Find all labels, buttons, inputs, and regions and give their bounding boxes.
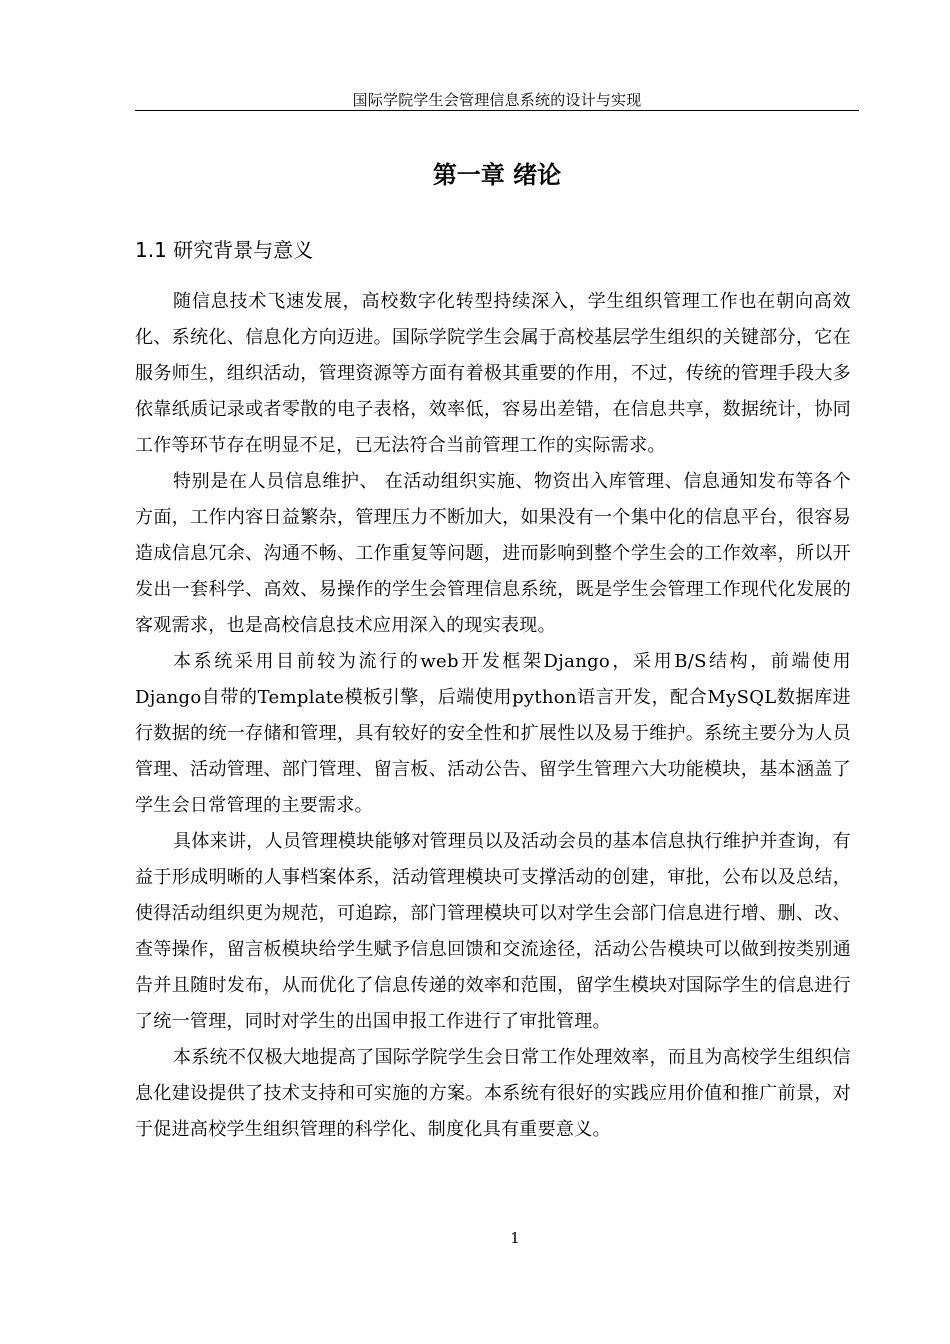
header-rule <box>135 110 859 111</box>
paragraph-significance: 本系统不仅极大地提高了国际学院学生会日常工作处理效率，而且为高校学生组织信息化建设提供了技术支持和可实施的方案。本系统有很好的实践应用价值和推广前景，对于促进高校学生组织管理的科学化、制度化具有重要意义。 <box>135 1047 851 1140</box>
paragraph-problems: 特别是在人员信息维护、 在活动组织实施、物资出入库管理、信息通知发布等各个方面，工作内容日益繁杂，管理压力不断加大，如果没有一个集中化的信息平台，很容易造成信息冗余、沟通不畅、工作重复等问题，进而影响到整个学生会的工作效率，所以开发出一套科学、高效、易操作的学生会管理信息系统，既是学生会管理工作现代化发展的客观需求，也是高校信息技术应用深入的现实表现。 <box>135 471 851 636</box>
paragraph-background: 随信息技术飞速发展，高校数字化转型持续深入，学生组织管理工作也在朝向高效化、系统化、信息化方向迈进。国际学院学生会属于高校基层学生组织的关键部分，它在服务师生，组织活动，管理资源等方面有着极其重要的作用，不过，传统的管理手段大多依靠纸质记录或者零散的电子表格，效率低，容易出差错，在信息共享，数据统计，协同工作等环节存在明显不足，已无法符合当前管理工作的实际需求。 <box>135 291 851 456</box>
body-text <box>135 284 851 1148</box>
page-number: 1 <box>510 1229 520 1247</box>
paragraph-technology: 本系统采用目前较为流行的web开发框架Django，采用B/S结构，前端使用Django自带的Template模板引擎，后端使用python语言开发，配合MySQL数据库进行数据的统一存储和管理，具有较好的安全性和扩展性以及易于维护。系统主要分为人员管理、活动管理、部门管理、留言板、活动公告、留学生管理六大功能模块，基本涵盖了学生会日常管理的主要需求。 <box>135 651 851 816</box>
running-header: 国际学院学生会管理信息系统的设计与实现 <box>352 91 642 109</box>
chapter-title: 第一章 绪论 <box>432 161 562 189</box>
section-heading: 1.1 研究背景与意义 <box>135 238 314 262</box>
paragraph-modules: 具体来讲，人员管理模块能够对管理员以及活动会员的基本信息执行维护并查询，有益于形成明晰的人事档案体系，活动管理模块可支撑活动的创建，审批，公布以及总结，使得活动组织更为规范，可追踪，部门管理模块可以对学生会部门信息进行增、删、改、查等操作，留言板模块给学生赋予信息回馈和交流途径，活动公告模块可以做到按类别通告并且随时发布，从而优化了信息传递的效率和范围，留学生模块对国际学生的信息进行了统一管理，同时对学生的出国申报工作进行了审批管理。 <box>135 831 851 1032</box>
